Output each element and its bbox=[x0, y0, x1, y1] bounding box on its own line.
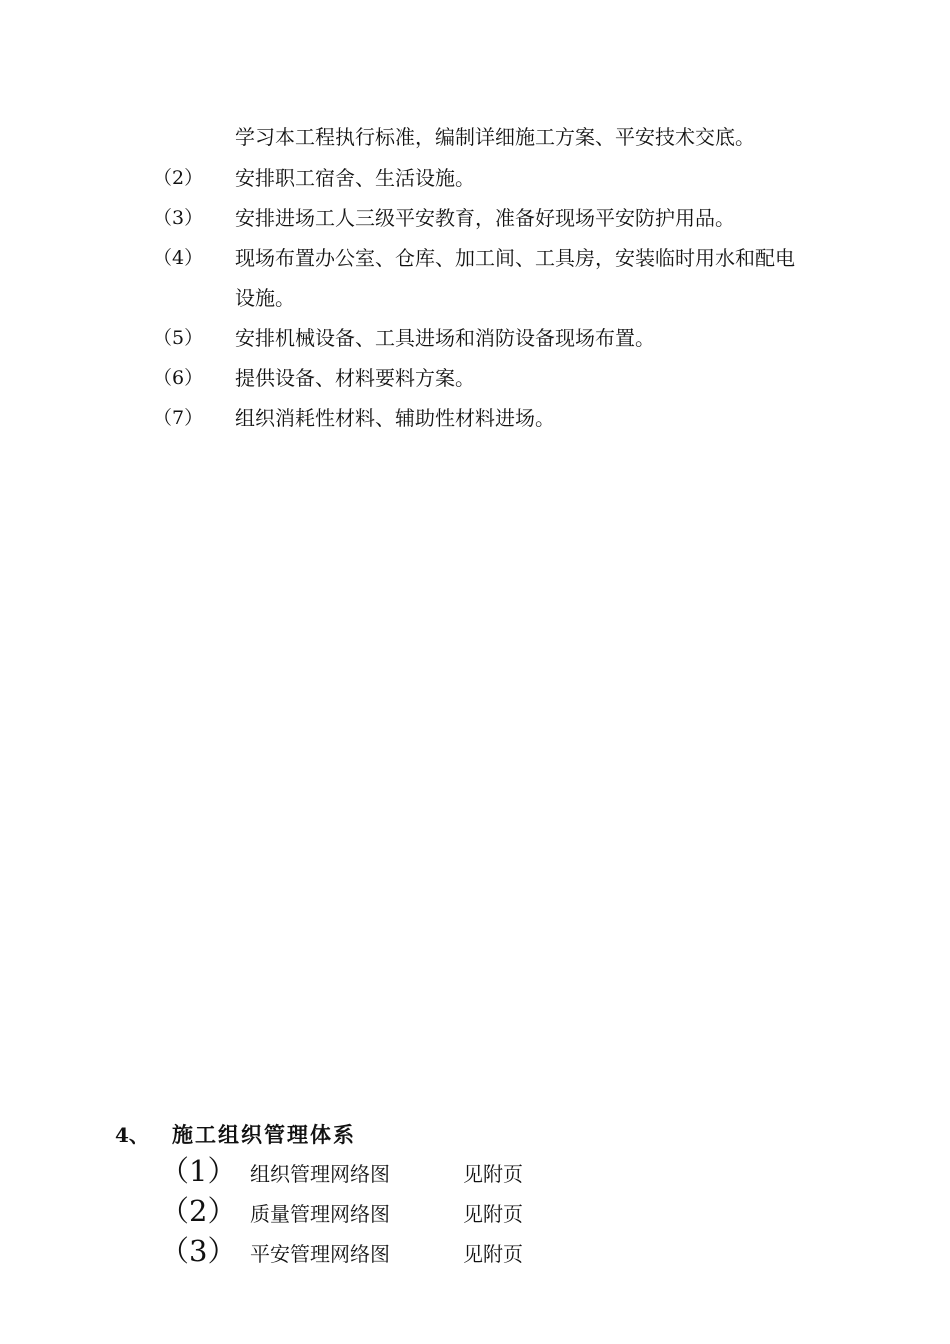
intro-text: 学习本工程执行标准，编制详细施工方案、平安技术交底。 bbox=[235, 125, 755, 149]
section-item-label: 平安管理网络图 bbox=[250, 1242, 390, 1266]
item-text: 安排机械设备、工具进场和消防设备现场布置。 bbox=[235, 326, 655, 350]
section-item-ref: 见附页 bbox=[463, 1202, 523, 1226]
section-number: 4、 bbox=[115, 1123, 149, 1147]
section-item-number: （2） bbox=[160, 1194, 237, 1228]
item-text: 提供设备、材料要料方案。 bbox=[235, 366, 475, 390]
section-title: 施工组织管理体系 bbox=[172, 1122, 356, 1147]
item-text: 现场布置办公室、仓库、加工间、工具房，安装临时用水和配电 bbox=[235, 246, 795, 270]
section-item-number: （3） bbox=[160, 1234, 237, 1268]
section-item-ref: 见附页 bbox=[463, 1242, 523, 1266]
section-item-label: 组织管理网络图 bbox=[250, 1162, 390, 1186]
item-continuation: 设施。 bbox=[235, 286, 295, 310]
section-item-label: 质量管理网络图 bbox=[250, 1202, 390, 1226]
item-number: （6） bbox=[153, 367, 204, 389]
section-item-number: （1） bbox=[160, 1154, 237, 1188]
item-number: （3） bbox=[153, 207, 204, 229]
section-item-ref: 见附页 bbox=[463, 1162, 523, 1186]
item-text: 安排职工宿舍、生活设施。 bbox=[235, 166, 475, 190]
item-number: （4） bbox=[153, 247, 204, 269]
item-text: 组织消耗性材料、辅助性材料进场。 bbox=[235, 406, 555, 430]
item-text: 安排进场工人三级平安教育，准备好现场平安防护用品。 bbox=[235, 206, 735, 230]
item-number: （2） bbox=[153, 167, 204, 189]
item-number: （7） bbox=[153, 407, 204, 429]
item-number: （5） bbox=[153, 327, 204, 349]
